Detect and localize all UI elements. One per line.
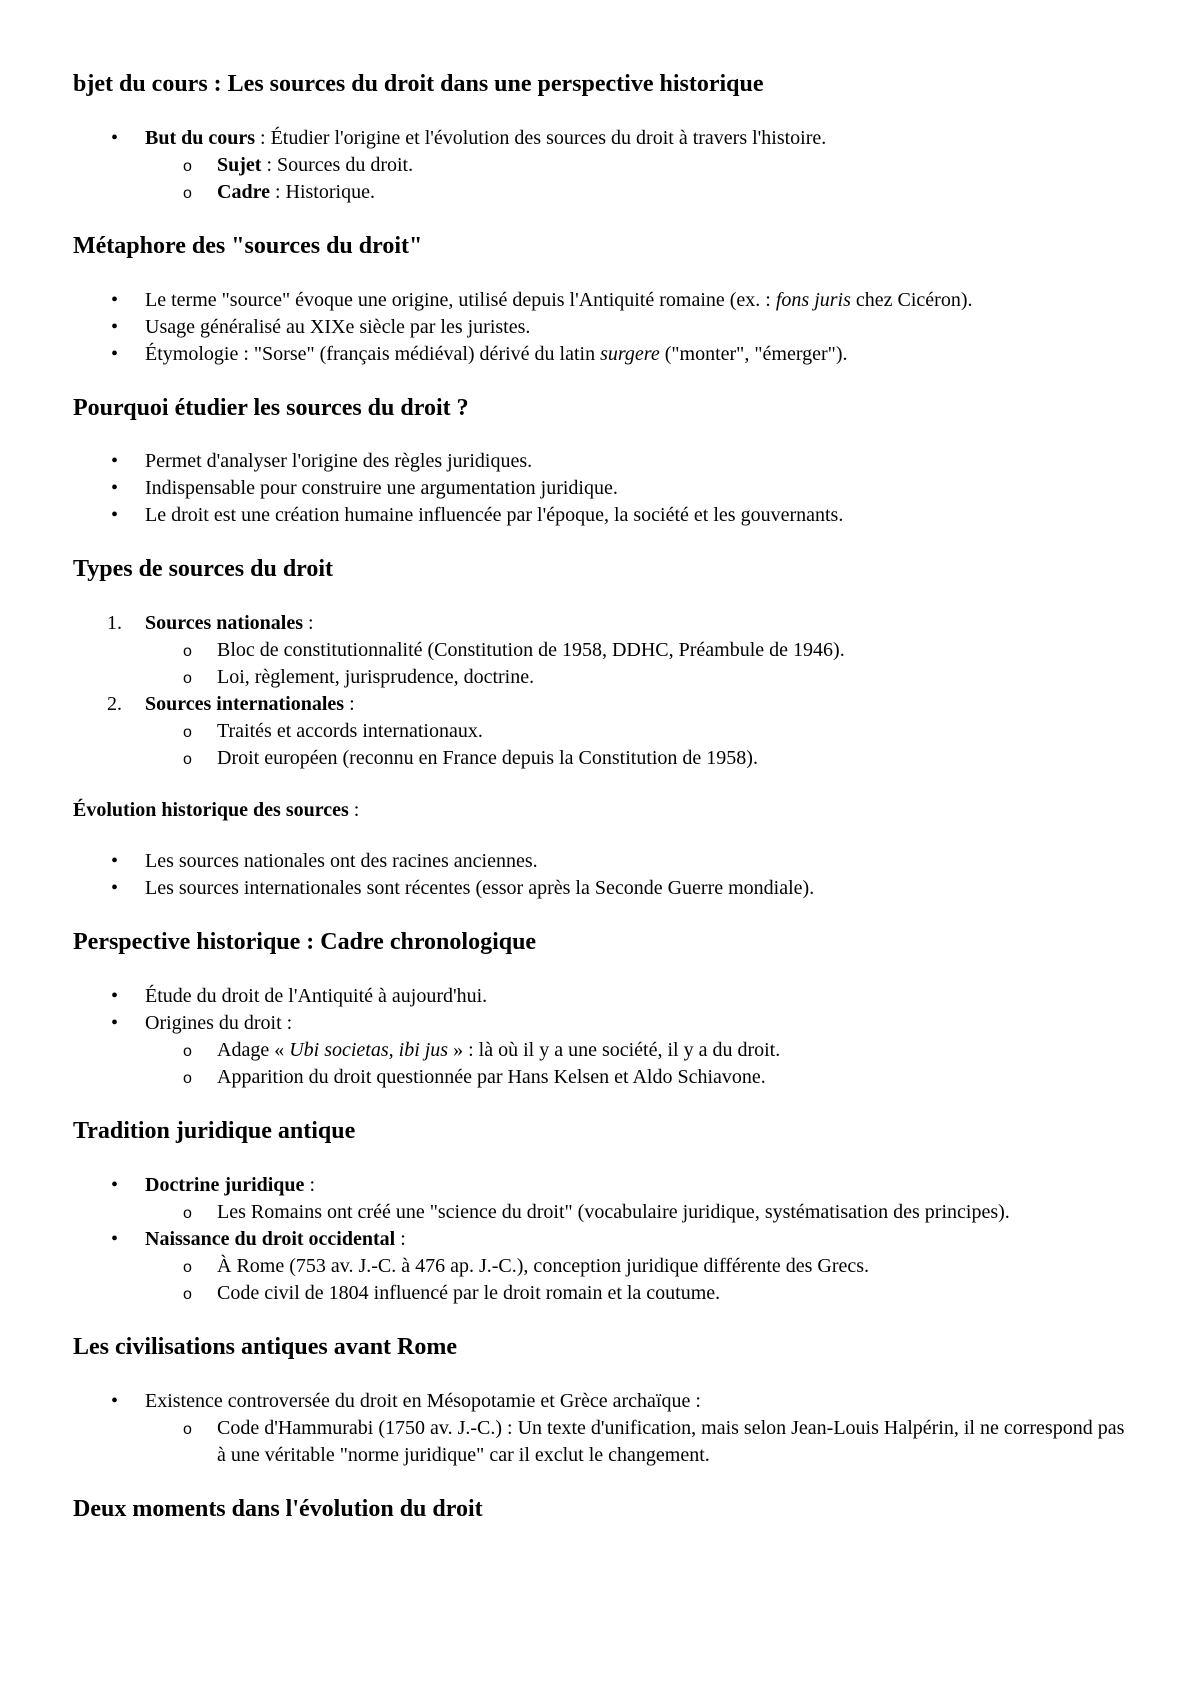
- sub-list-item: o Bloc de constitutionnalité (Constitution de 1958, DDHC, Préambule de 1946).: [217, 637, 1130, 664]
- section-heading: bjet du cours : Les sources du droit dans une perspective historique: [73, 71, 764, 97]
- section-heading: Types de sources du droit: [73, 556, 334, 583]
- item-text: : Étudier l'origine et l'évolution des sources du droit à travers l'histoire.: [255, 126, 827, 149]
- numbered-list: [73, 610, 1130, 772]
- list-item: • Le droit est une création humaine influencée par l'époque, la société et les gouvernants.: [145, 502, 1130, 529]
- item-text: :: [344, 693, 355, 716]
- item-label: Doctrine juridique: [145, 1173, 305, 1196]
- section-why-study: [73, 394, 1130, 530]
- section-heading: Tradition juridique antique: [73, 1117, 356, 1144]
- list-item: • Les sources nationales ont des racines anciennes.: [145, 848, 1130, 875]
- section-heading: Pourquoi étudier les sources du droit ?: [73, 394, 469, 421]
- item-text: : Sources du droit.: [261, 153, 414, 176]
- item-label: But du cours: [145, 126, 256, 149]
- sub-list: [145, 1415, 1130, 1469]
- item-text: :: [302, 612, 314, 635]
- latin-term: fons juris: [775, 288, 851, 311]
- sub-list-item: o Les Romains ont créé une "science du droit" (vocabulaire juridique, systématisation des principes).: [217, 1199, 1130, 1226]
- bullet-list: [73, 287, 1130, 368]
- section-heading: Perspective historique : Cadre chronologique: [73, 929, 537, 956]
- bullet-list: [73, 1172, 1130, 1307]
- item-text: Origines du droit :: [145, 1011, 293, 1034]
- item-text: ("monter", "émerger").: [659, 342, 848, 365]
- list-number: 1.: [107, 612, 122, 635]
- bullet-list: [73, 448, 1130, 529]
- bullet-list: [73, 125, 1130, 206]
- item-text: Étymologie : "Sorse" (français médiéval) dérivé du latin: [145, 342, 601, 365]
- sub-list: [145, 1037, 1130, 1091]
- sub-list-item: o Droit européen (reconnu en France depuis la Constitution de 1958).: [217, 745, 1130, 772]
- section-types: [73, 555, 1130, 772]
- list-item: [145, 1226, 1130, 1307]
- list-item: [107, 610, 1130, 691]
- list-item: • Indispensable pour construire une argumentation juridique.: [145, 475, 1130, 502]
- sub-list-item: o Traités et accords internationaux.: [217, 718, 1130, 745]
- section-heading: Deux moments dans l'évolution du droit: [73, 1495, 483, 1522]
- item-text: :: [304, 1173, 315, 1196]
- sub-list: [145, 1253, 1130, 1307]
- bullet-list: [73, 848, 1130, 902]
- sub-list-item: [217, 1037, 1130, 1064]
- item-text: : Historique.: [269, 180, 375, 203]
- list-item: [145, 1172, 1130, 1226]
- sub-list-item: o Code d'Hammurabi (1750 av. J.-C.) : Un texte d'unification, mais selon Jean-Louis Halpérin, il ne correspond pas à une véritable "norme juridique" car il exclut le changement.: [217, 1415, 1130, 1469]
- list-item: • Étude du droit de l'Antiquité à aujourd'hui.: [145, 983, 1130, 1010]
- bullet-list: [73, 983, 1130, 1091]
- section-two-moments: [73, 1495, 1130, 1524]
- section-heading: Métaphore des "sources du droit": [73, 232, 423, 259]
- subheading-bold: Évolution historique des sources: [73, 799, 349, 822]
- item-label: Sources internationales: [145, 693, 345, 716]
- list-item: [145, 1010, 1130, 1091]
- list-item: [107, 691, 1130, 772]
- sub-list-item: o Code civil de 1804 influencé par le droit romain et la coutume.: [217, 1280, 1130, 1307]
- list-item: [145, 341, 1130, 368]
- item-text: :: [395, 1227, 406, 1250]
- section-pre-rome: [73, 1333, 1130, 1469]
- list-item: • Les sources internationales sont récentes (essor après la Seconde Guerre mondiale).: [145, 875, 1130, 902]
- sub-list-item: o Apparition du droit questionnée par Hans Kelsen et Aldo Schiavone.: [217, 1064, 1130, 1091]
- item-text: chez Cicéron).: [850, 288, 973, 311]
- list-item: [145, 1388, 1130, 1469]
- section-chronology: [73, 928, 1130, 1091]
- list-item: [145, 125, 1130, 206]
- sub-list: [145, 718, 1130, 772]
- section-course-object: [73, 70, 1130, 206]
- item-text: Adage «: [217, 1038, 290, 1061]
- section-subheading: [73, 798, 1130, 822]
- subheading-rest: :: [348, 799, 360, 822]
- list-item: • Permet d'analyser l'origine des règles juridiques.: [145, 448, 1130, 475]
- sub-list: [145, 1199, 1130, 1226]
- item-text: Existence controversée du droit en Mésopotamie et Grèce archaïque :: [145, 1389, 701, 1412]
- item-text: » : là où il y a une société, il y a du droit.: [448, 1038, 781, 1061]
- latin-term: surgere: [600, 342, 660, 365]
- latin-adage: Ubi societas, ibi jus: [289, 1038, 449, 1061]
- item-label: Sujet: [217, 153, 262, 176]
- item-label: Cadre: [217, 180, 270, 203]
- section-historical-evolution: [73, 798, 1130, 902]
- item-label: Naissance du droit occidental: [145, 1227, 396, 1250]
- list-number: 2.: [107, 693, 122, 716]
- sub-list-item: o Loi, règlement, jurisprudence, doctrine.: [217, 664, 1130, 691]
- sub-list-item: o À Rome (753 av. J.-C. à 476 ap. J.-C.), conception juridique différente des Grecs.: [217, 1253, 1130, 1280]
- sub-list: [145, 637, 1130, 691]
- bullet-list: [73, 1388, 1130, 1469]
- sub-list-item: [217, 179, 1130, 206]
- list-item: [145, 287, 1130, 314]
- section-ancient-tradition: [73, 1117, 1130, 1307]
- list-item: • Usage généralisé au XIXe siècle par les juristes.: [145, 314, 1130, 341]
- sub-list: [145, 152, 1130, 206]
- sub-list-item: [217, 152, 1130, 179]
- section-metaphor: [73, 232, 1130, 368]
- item-text: Le terme "source" évoque une origine, utilisé depuis l'Antiquité romaine (ex. :: [145, 288, 776, 311]
- item-label: Sources nationales: [145, 612, 303, 635]
- section-heading: Les civilisations antiques avant Rome: [73, 1333, 458, 1360]
